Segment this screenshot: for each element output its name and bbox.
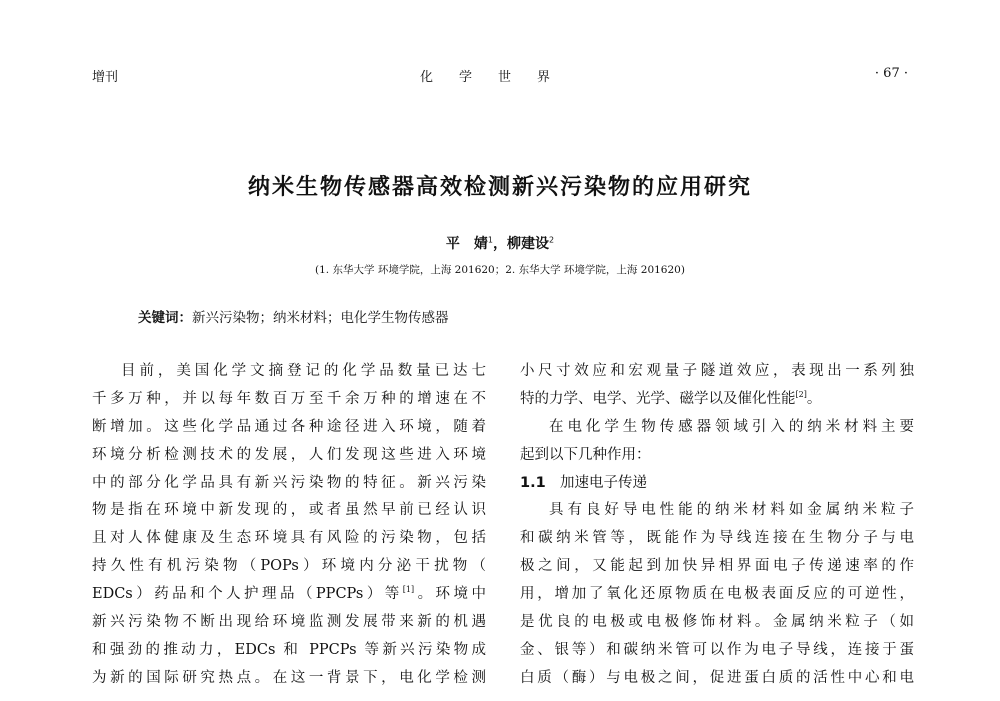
text-line: 白质（酶）与电极之间，促进蛋白质的活性中心和电 (520, 669, 914, 686)
text-line: 和碳纳米管等，既能作为导线连接在生物分子与电 (520, 530, 914, 547)
running-head-left: 增刊 (92, 70, 119, 85)
text-segment: 。 (806, 390, 822, 407)
author-line (0, 233, 1000, 253)
text-line: 起到以下几种作用： (520, 446, 651, 463)
text-line: 是优良的电极或电极修饰材料。金属纳米粒子（如 (520, 614, 914, 631)
text-line: 和强劲的推动力，EDCs 和 PPCPs 等新兴污染物成 (92, 641, 486, 658)
author-name: 平 婧 (445, 236, 488, 252)
text-segment: 。环境中 (414, 586, 486, 603)
text-line: 小尺寸效应和宏观量子隧道效应，表现出一系列独 (520, 363, 914, 379)
text-line: 物是指在环境中新发现的，或者虽然早前已经认识 (92, 502, 486, 519)
text-line: 持久性有机污染物（POPs）环境内分泌干扰物（ (92, 558, 486, 575)
author-affil-mark: 2 (549, 235, 555, 245)
right-column (520, 358, 914, 693)
text-line: 金、银等）和碳纳米管可以作为电子导线，连接于蛋 (520, 641, 914, 658)
text-line-with-citation (92, 581, 486, 609)
text-line: 断增加。这些化学品通过各种途径进入环境，随着 (92, 418, 486, 435)
text-line: 千多万种，并以每年数百万至千余万种的增速在不 (92, 390, 486, 407)
author-separator: ， (493, 236, 507, 252)
text-line: 新兴污染物不断出现给环境监测发展带来新的机遇 (92, 614, 486, 631)
text-segment: EDCs）药品和个人护理品（PPCPs）等 (92, 586, 403, 603)
citation-ref: [1] (402, 585, 415, 595)
text-line: 极之间，又能起到加快异相界面电子传递速率的作 (520, 558, 914, 575)
author-affil-mark: 1 (487, 235, 493, 245)
article-title: 纳米生物传感器高效检测新兴污染物的应用研究 (247, 175, 752, 200)
text-line-with-citation (520, 386, 914, 414)
text-segment: 特的力学、电学、光学、磁学以及催化性能 (520, 390, 796, 407)
page-number: · 67 · (874, 66, 908, 81)
section-heading (520, 470, 914, 498)
text-line: 目前，美国化学文摘登记的化学品数量已达七 (121, 363, 486, 379)
author-name: 柳建设 (507, 236, 549, 252)
text-line: 具有良好导电性能的纳米材料如金属纳米粒子 (549, 502, 914, 519)
left-column (92, 358, 486, 693)
affiliation: (1. 东华大学 环境学院，上海 201620；2. 东华大学 环境学院，上海 201620) (315, 264, 685, 276)
text-line: 中的部分化学品具有新兴污染物的特征。新兴污染 (92, 474, 486, 491)
text-line: 且对人体健康及生态环境具有风险的污染物，包括 (92, 530, 486, 547)
text-line: 环境分析检测技术的发展，人们发现这些进入环境 (92, 446, 486, 463)
journal-name: 化学世界 (420, 70, 577, 85)
text-line: 为新的国际研究热点。在这一背景下，电化学检测 (92, 669, 486, 686)
keywords (138, 306, 449, 326)
keywords-text: 新兴污染物；纳米材料；电化学生物传感器 (192, 310, 449, 326)
section-number: 1.1 (520, 474, 546, 491)
text-line: 用，增加了氧化还原物质在电极表面反应的可逆性， (520, 586, 914, 603)
section-title: 加速电子传递 (560, 474, 647, 491)
citation-ref: [2] (795, 390, 807, 400)
text-line: 在电化学生物传感器领域引入的纳米材料主要 (549, 418, 914, 435)
keywords-label: 关键词： (138, 310, 192, 326)
